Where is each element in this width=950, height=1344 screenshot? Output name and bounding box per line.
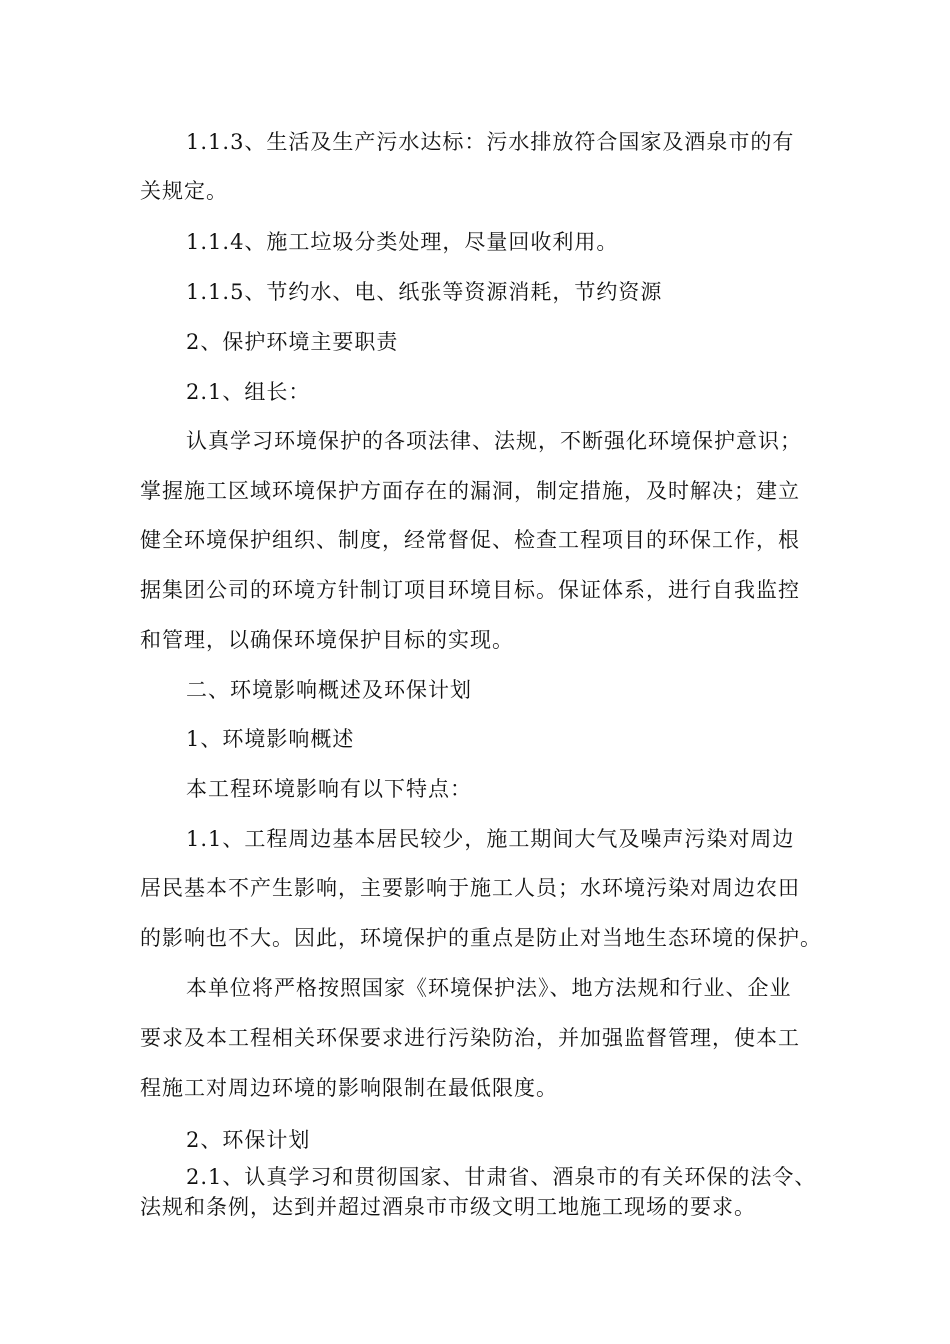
text-line-8: 掌握施工区域环境保护方面存在的漏洞，制定措施，及时解决；建立 [140, 479, 800, 503]
text-line-4: 1.1.5、节约水、电、纸张等资源消耗，节约资源 [186, 280, 663, 304]
text-line-10: 据集团公司的环境方针制订项目环境目标。保证体系，进行自我监控 [140, 578, 800, 602]
text-line-1: 1.1.3、生活及生产污水达标：污水排放符合国家及酒泉市的有 [186, 130, 795, 154]
text-line-22: 2.1、认真学习和贯彻国家、甘肃省、酒泉市的有关环保的法令、 [186, 1165, 817, 1189]
text-line-3: 1.1.4、施工垃圾分类处理，尽量回收利用。 [186, 230, 619, 254]
text-line-18: 本单位将严格按照国家《环境保护法》、地方法规和行业、企业 [186, 976, 792, 1000]
text-line-14: 本工程环境影响有以下特点： [186, 777, 472, 801]
text-line-15: 1.1、工程周边基本居民较少，施工期间大气及噪声污染对周边 [186, 827, 795, 851]
text-line-2: 关规定。 [140, 179, 228, 203]
text-line-11: 和管理，以确保环境保护目标的实现。 [140, 628, 514, 652]
subheading-team-leader: 2.1、组长： [186, 380, 311, 404]
text-line-16: 居民基本不产生影响，主要影响于施工人员；水环境污染对周边农田 [140, 876, 800, 900]
text-line-9: 健全环境保护组织、制度，经常督促、检查工程项目的环保工作，根 [140, 528, 800, 552]
text-line-19: 要求及本工程相关环保要求进行污染防治，并加强监督管理，使本工 [140, 1026, 800, 1050]
text-line-17: 的影响也不大。因此，环境保护的重点是防止对当地生态环境的保护。 [140, 926, 822, 950]
text-line-7: 认真学习环境保护的各项法律、法规，不断强化环境保护意识； [186, 429, 802, 453]
chapter-heading-impact-plan: 二、环境影响概述及环保计划 [186, 678, 472, 702]
text-line-20: 程施工对周边环境的影响限制在最低限度。 [140, 1076, 558, 1100]
section-heading-env-plan: 2、环保计划 [186, 1128, 311, 1152]
section-heading-responsibilities: 2、保护环境主要职责 [186, 330, 399, 354]
section-heading-impact-overview: 1、环境影响概述 [186, 727, 355, 751]
text-line-23: 法规和条例，达到并超过酒泉市市级文明工地施工现场的要求。 [140, 1195, 756, 1219]
